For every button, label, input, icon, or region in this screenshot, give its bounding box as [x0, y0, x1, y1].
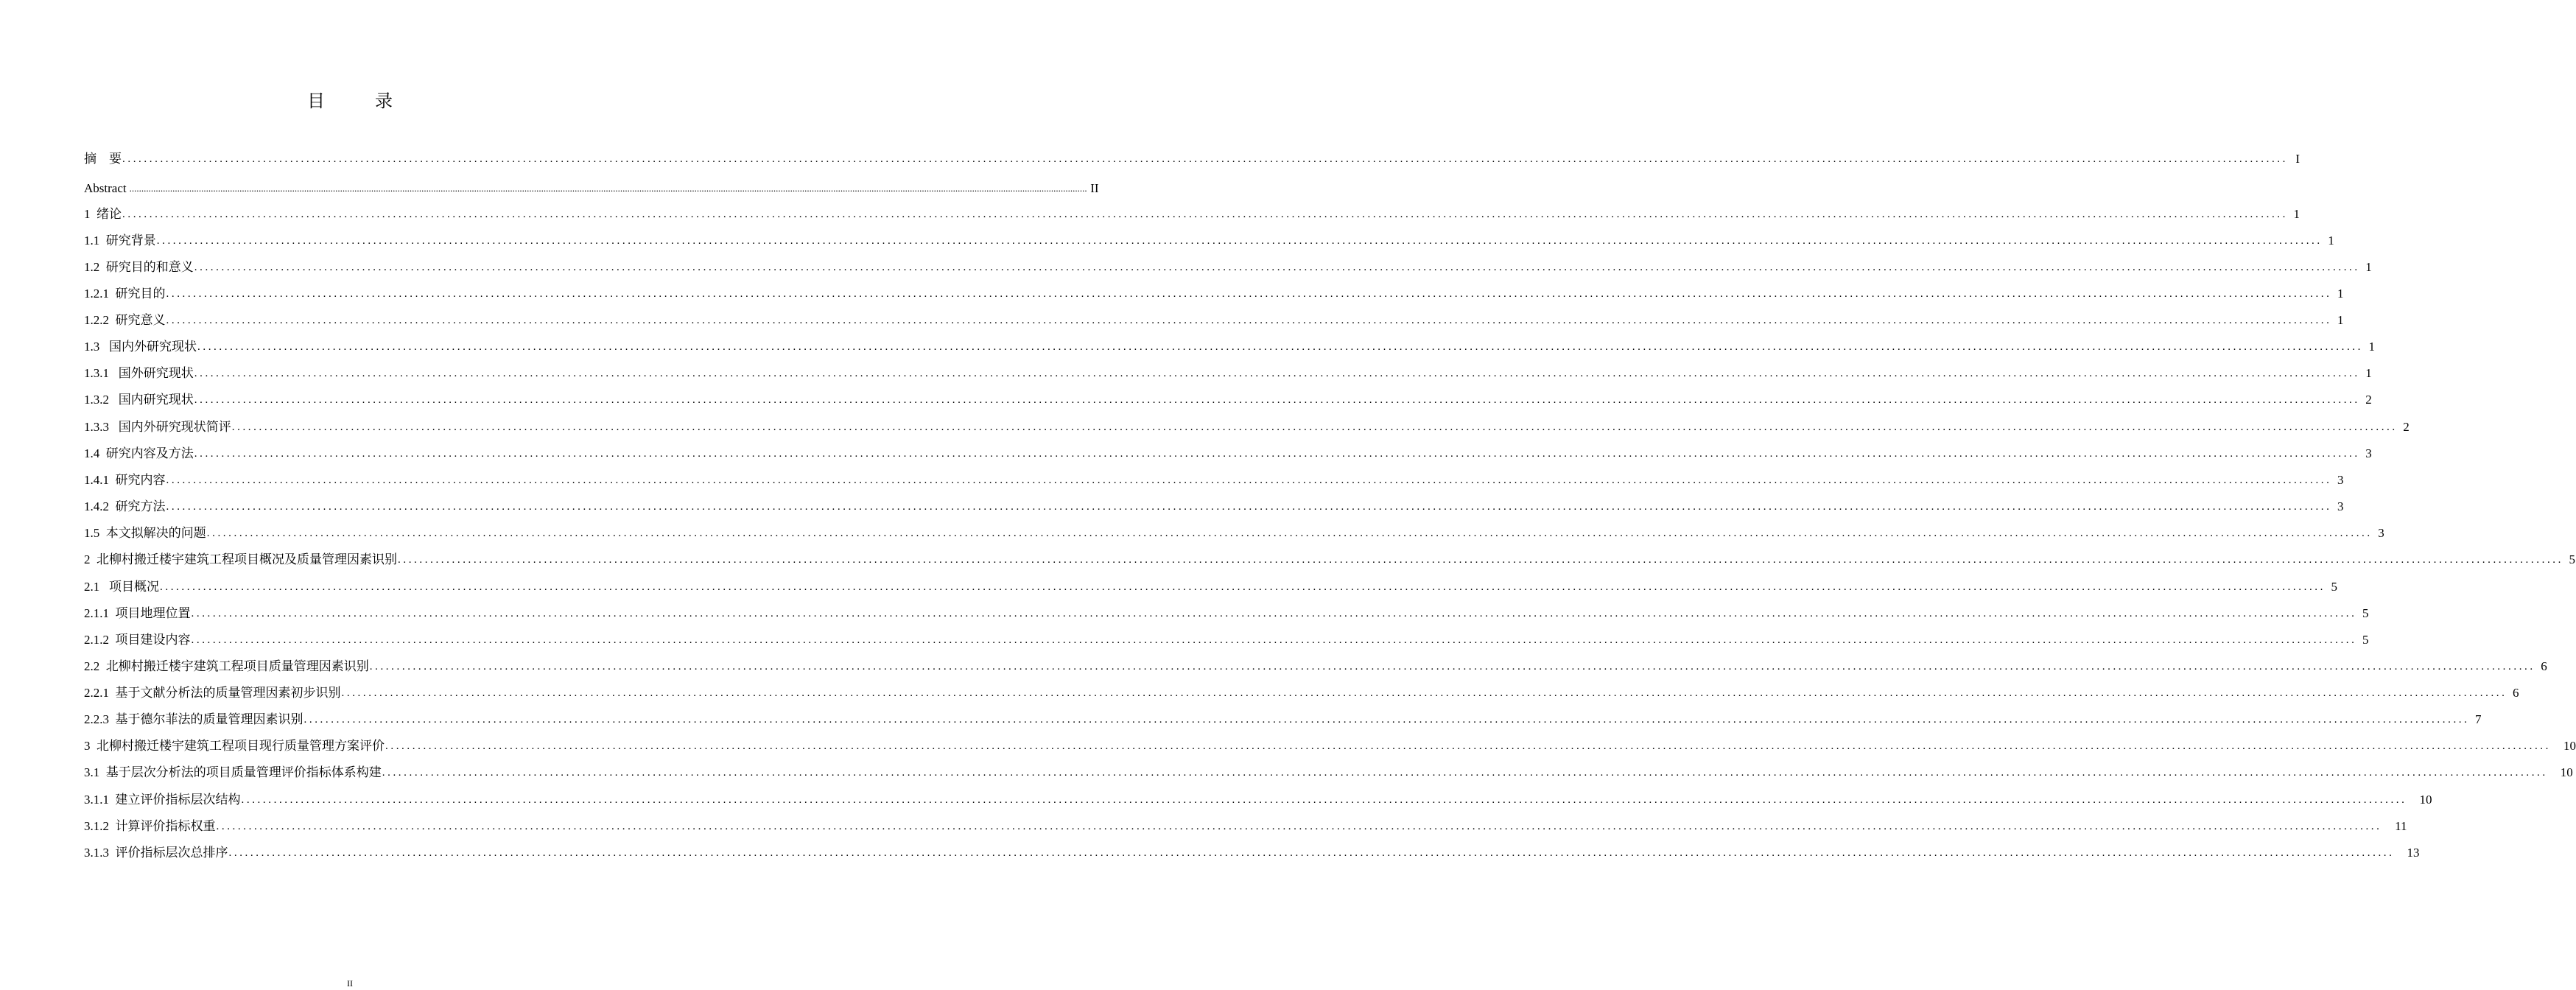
toc-entry[interactable]	[84, 631, 2369, 649]
toc-entry[interactable]	[84, 551, 2575, 569]
toc-entry[interactable]	[84, 498, 2344, 516]
toc-entry-page-number: I	[2295, 152, 2300, 166]
toc-entry[interactable]	[84, 418, 2410, 436]
toc-entry-label: 1.2.2 研究意义	[84, 313, 166, 327]
toc-leader-dots: ................................................................................................................................................................................................................................................................................................................................................................................................................	[166, 315, 2332, 326]
toc-entry[interactable]	[84, 737, 2576, 755]
toc-entry-label: 3.1 基于层次分析法的项目质量管理评价指标体系构建	[84, 765, 382, 779]
toc-entry[interactable]	[84, 684, 2519, 702]
toc-entry-label: 1.5 本文拟解决的问题	[84, 526, 206, 540]
toc-entry-page-number: 13	[2407, 846, 2420, 860]
toc-entry-page-number: 1	[2365, 260, 2372, 274]
toc-entry-page-number: 10	[2419, 793, 2432, 807]
toc-leader-dots: ................................................................................................................................................................................................................................................................................................................................................................................................................	[194, 394, 2360, 406]
toc-entry[interactable]	[84, 285, 2344, 303]
toc-leader-dots: ................................................................................................................................................................................................................................................................................................................................................................................................................	[228, 847, 2395, 859]
toc-entry-page-number: 10	[2560, 765, 2573, 779]
toc-entry-label: Abstract	[84, 181, 127, 195]
toc-entry-label: 2.2.3 基于德尔菲法的质量管理因素识别	[84, 712, 303, 726]
toc-entry-label: 2.1 项目概况	[84, 580, 159, 594]
toc-entry[interactable]	[84, 605, 2369, 622]
toc-entry[interactable]	[84, 259, 2372, 276]
toc-entry-label: 1.3 国内外研究现状	[84, 340, 197, 354]
toc-entry[interactable]	[84, 391, 2372, 409]
toc-entry-page-number: 2	[2365, 393, 2372, 407]
toc-entry-label: 3 北柳村搬迁楼宇建筑工程项目现行质量管理方案评价	[84, 739, 385, 753]
toc-leader-dots: ................................................................................................................................................................................................................................................................................................................................................................................................................	[160, 581, 2326, 593]
toc-entry-page-number: 1	[2337, 287, 2344, 301]
toc-leader-dots: ................................................................................................................................................................................................................................................................................................................................................................................................................	[197, 341, 2363, 353]
toc-leader-dots: ................................................................................................................................................................................................................................................................................................................................................................................................................	[122, 208, 2288, 220]
toc-entry-label: 1.4.1 研究内容	[84, 473, 166, 487]
toc-entry-label: 1.3.3 国内外研究现状简评	[84, 420, 231, 434]
toc-title: 目 录	[307, 92, 409, 111]
toc-entry-label: 1.2 研究目的和意义	[84, 260, 194, 274]
toc-entry-page-number: 10	[2563, 739, 2576, 753]
toc-entry-page-number: 3	[2378, 526, 2384, 540]
toc-entry-label: 3.1.3 评价指标层次总排序	[84, 846, 228, 860]
toc-entry-page-number: 5	[2331, 580, 2337, 594]
toc-entry[interactable]	[84, 365, 2372, 382]
toc-entry-label: 1.3.1 国外研究现状	[84, 366, 194, 380]
toc-entry-page-number: 1	[2365, 366, 2372, 380]
toc-entry-page-number: 1	[2293, 207, 2300, 221]
toc-entry[interactable]	[84, 658, 2547, 675]
toc-leader-dots: ................................................................................................................................................................................................................................................................................................................................................................................................................	[166, 501, 2332, 513]
toc-entry[interactable]	[84, 471, 2344, 489]
toc-entry-page-number: 3	[2337, 473, 2344, 487]
toc-leader-dots: ................................................................................................................................................................................................................................................................................................................................................................................................................	[398, 554, 2563, 566]
toc-entry-label: 1.2.1 研究目的	[84, 287, 166, 301]
toc-leader-dots: ................................................................................................................................................................................................................................................................................................................................................................................................................	[156, 235, 2323, 247]
toc-entry-page-number: 11	[2395, 819, 2407, 833]
toc-leader-dots: ................................................................................................................................................................................................................................................................................................................................................................................................................	[122, 153, 2288, 165]
toc-entry-label: 1.1 研究背景	[84, 234, 156, 248]
toc-entry-label: 2.2 北柳村搬迁楼宇建筑工程项目质量管理因素识别	[84, 659, 369, 673]
toc-leader-dots: ................................................................................................................................................................................................................................................................................................................................................................................................................	[166, 474, 2332, 486]
toc-entry-label: 2.1.1 项目地理位置	[84, 606, 191, 620]
toc-leader-dots: ................................................................................................................................................................................................................................................................................................................................................................................................................	[231, 421, 2398, 433]
toc-entry-label: 1 绪论	[84, 207, 122, 221]
toc-entry-page-number: 2	[2403, 420, 2410, 434]
toc-leader-dots: ................................................................................................................................................................................................................................................................................................................................................................................................................	[191, 608, 2357, 619]
toc-entry-label: 1.4 研究内容及方法	[84, 446, 194, 460]
toc-entry[interactable]	[84, 338, 2375, 356]
toc-entry[interactable]	[84, 206, 2300, 223]
toc-leader-dots: ................................................................................................................................................................................................................................................................................................................................................................................................................	[194, 448, 2360, 460]
toc-entry-page-number: 5	[2362, 633, 2369, 647]
toc-entry-page-number: 7	[2475, 712, 2482, 726]
toc-entry-page-number: 6	[2513, 686, 2519, 700]
toc-leader-dots: ................................................................................................................................................................................................................................................................................................................................................................................................................	[382, 767, 2548, 779]
toc-entry-page-number: 6	[2541, 659, 2547, 673]
toc-entry-label: 2.1.2 项目建设内容	[84, 633, 191, 647]
toc-leader-dots: ................................................................................................................................................................................................................................................................................................................................................................................................................	[385, 740, 2551, 752]
toc-leader-dots: ................................................................................................................................................................................................................................................................................................................................................................................................................	[206, 527, 2373, 539]
toc-entry-label: 1.3.2 国内研究现状	[84, 393, 194, 407]
toc-entry-label: 3.1.1 建立评价指标层次结构	[84, 793, 241, 807]
toc-entry[interactable]	[84, 232, 2334, 250]
toc-entry[interactable]	[84, 445, 2372, 463]
toc-leader-dots: ................................................................................................................................................................................................................................................................................................................................................................................................................	[194, 368, 2360, 379]
toc-entry[interactable]	[84, 312, 2344, 329]
toc-leader-dots: ................................................................................................................................................................................................................................................................................................................................................................................................................	[369, 661, 2535, 673]
toc-leader-dots: ................................................................................................................................................................................................................................................................................................................................................................................................................	[341, 687, 2507, 699]
toc-entry[interactable]	[84, 764, 2573, 782]
toc-leader-dots: ................................................................................................................................................................................................................................................................................................................................................................................................................	[241, 794, 2407, 806]
page-footer-number: II	[347, 978, 353, 989]
toc-entry[interactable]	[84, 180, 1099, 197]
toc-leader-dots: ................................................................................................................................................................................................................................................................................................................................................................................................................	[129, 183, 1087, 194]
toc-entry-label: 2 北柳村搬迁楼宇建筑工程项目概况及质量管理因素识别	[84, 552, 397, 566]
toc-leader-dots: ................................................................................................................................................................................................................................................................................................................................................................................................................	[303, 714, 2470, 726]
toc-entry[interactable]	[84, 791, 2432, 809]
toc-entry-label: 3.1.2 计算评价指标权重	[84, 819, 216, 833]
toc-entry-page-number: 1	[2368, 340, 2375, 354]
toc-entry-label: 2.2.1 基于文献分析法的质量管理因素初步识别	[84, 686, 341, 700]
toc-leader-dots: ................................................................................................................................................................................................................................................................................................................................................................................................................	[194, 261, 2360, 273]
toc-entry[interactable]	[84, 818, 2407, 835]
toc-entry-page-number: II	[1090, 181, 1099, 195]
toc-entry[interactable]	[84, 524, 2384, 542]
toc-leader-dots: ................................................................................................................................................................................................................................................................................................................................................................................................................	[216, 821, 2382, 832]
toc-entry-page-number: 5	[2569, 552, 2575, 566]
toc-leader-dots: ................................................................................................................................................................................................................................................................................................................................................................................................................	[166, 288, 2332, 300]
toc-entry-label: 摘 要	[84, 152, 122, 166]
toc-entry[interactable]	[84, 150, 2300, 168]
toc-entry-page-number: 5	[2362, 606, 2369, 620]
toc-entry[interactable]	[84, 711, 2482, 729]
toc-entry-page-number: 3	[2365, 446, 2372, 460]
toc-entry-label: 1.4.2 研究方法	[84, 499, 166, 513]
toc-entry[interactable]	[84, 578, 2337, 596]
toc-entry[interactable]	[84, 844, 2420, 862]
toc-entry-page-number: 1	[2337, 313, 2344, 327]
toc-entry-page-number: 1	[2328, 234, 2334, 248]
toc-leader-dots: ................................................................................................................................................................................................................................................................................................................................................................................................................	[191, 634, 2357, 646]
toc-entry-page-number: 3	[2337, 499, 2344, 513]
